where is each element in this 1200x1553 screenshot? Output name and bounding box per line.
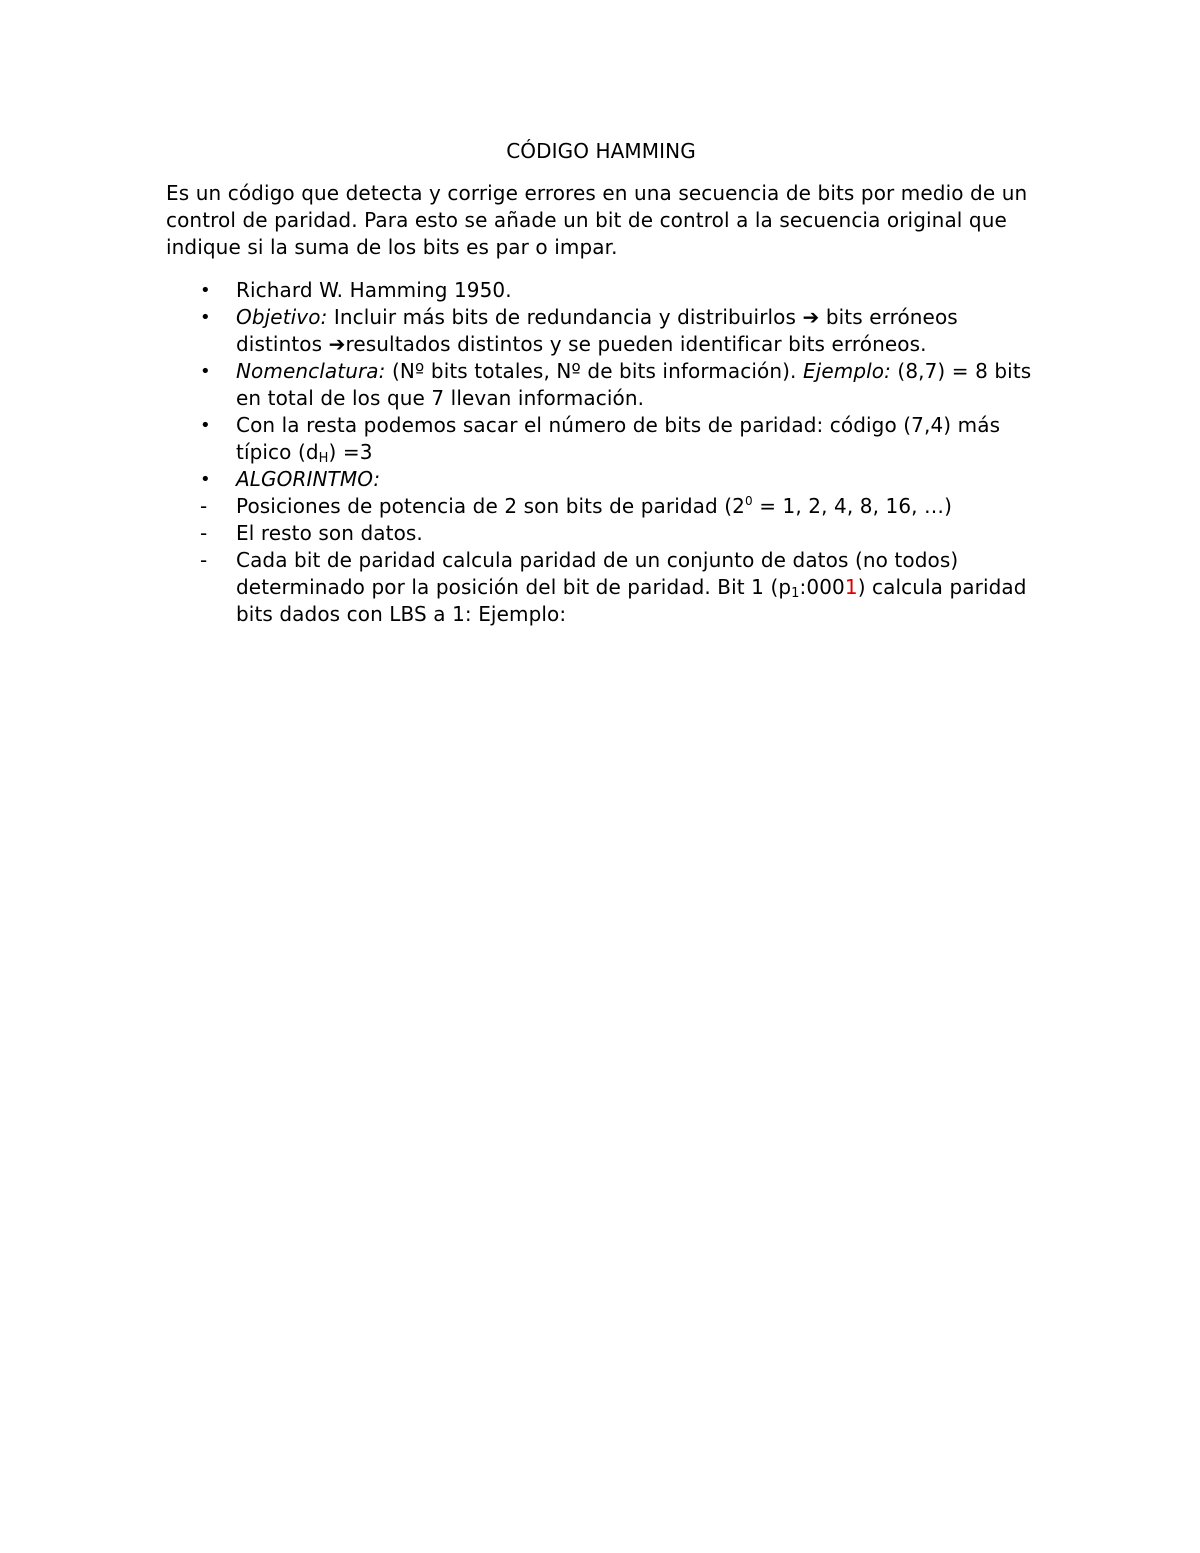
algorithm-label: ALGORINTMO: — [236, 467, 381, 491]
dash-icon: - — [200, 494, 208, 518]
list-item-nomenclature — [166, 358, 1036, 412]
power-superscript: 0 — [745, 494, 753, 508]
bullet-icon: • — [200, 280, 211, 301]
highlighted-bit: 1 — [844, 575, 858, 599]
bullet-icon: • — [200, 307, 211, 328]
document-title: CÓDIGO HAMMING — [506, 139, 696, 163]
nomenclature-text-1: (Nº bits totales, Nº de bits información). — [385, 359, 803, 383]
example-label: Ejemplo: — [802, 359, 891, 383]
objective-text-2: bits erróneos distintos — [236, 305, 958, 356]
bullet-icon: • — [200, 361, 211, 382]
bullet-icon: • — [200, 469, 211, 490]
dash-item-positions — [200, 493, 1036, 520]
dash-icon: - — [200, 548, 208, 572]
document-page — [166, 138, 1036, 628]
list-item-algorithm — [166, 466, 1036, 628]
data-text: El resto son datos. — [236, 521, 423, 545]
dash-item-data — [200, 520, 1036, 547]
bullet-list — [166, 277, 1036, 628]
calc-text-2: :000 — [799, 575, 845, 599]
author-text: Richard W. Hamming 1950. — [236, 278, 512, 302]
dash-icon: - — [200, 521, 208, 545]
list-item-author — [166, 277, 1036, 304]
hamming-subscript: H — [318, 451, 329, 466]
objective-label: Objetivo: — [236, 305, 328, 329]
parity-text-2: ) =3 — [328, 440, 373, 464]
nomenclature-text-2: (8,7) = 8 bits en total de los que 7 llevan información. — [236, 359, 1032, 410]
positions-text-1: Posiciones de potencia de 2 son bits de paridad (2 — [236, 494, 746, 518]
objective-text-3: resultados distintos y se pueden identificar bits erróneos. — [345, 332, 927, 356]
parity-text-1: Con la resta podemos sacar el número de bits de paridad: código (7,4) más típico (d — [236, 413, 1001, 464]
intro-paragraph: Es un código que detecta y corrige errores en una secuencia de bits por medio de un control de paridad. Para esto se añade un bit de control a la secuencia original que indique si la suma de los bits es par o impar. — [166, 181, 1028, 259]
objective-text-1: Incluir más bits de redundancia y distribuirlos — [327, 305, 803, 329]
calc-text-3: ) calcula paridad bits dados con LBS a 1: Ejemplo: — [236, 575, 1027, 626]
calc-text-1: Cada bit de paridad calcula paridad de un conjunto de datos (no todos) determinado por la posición del bit de paridad. Bit 1 (p — [236, 548, 959, 599]
bullet-icon: • — [200, 415, 211, 436]
dash-item-parity-calc — [200, 547, 1036, 628]
positions-text-2: = 1, 2, 4, 8, 16, …) — [752, 494, 953, 518]
list-item-parity-count — [166, 412, 1036, 466]
nomenclature-label: Nomenclatura: — [236, 359, 386, 383]
list-item-objective — [166, 304, 1036, 358]
p1-subscript: 1 — [791, 586, 800, 601]
arrow-icon: ➔ — [802, 305, 820, 329]
arrow-icon: ➔ — [328, 332, 346, 356]
dash-list — [200, 493, 1036, 628]
